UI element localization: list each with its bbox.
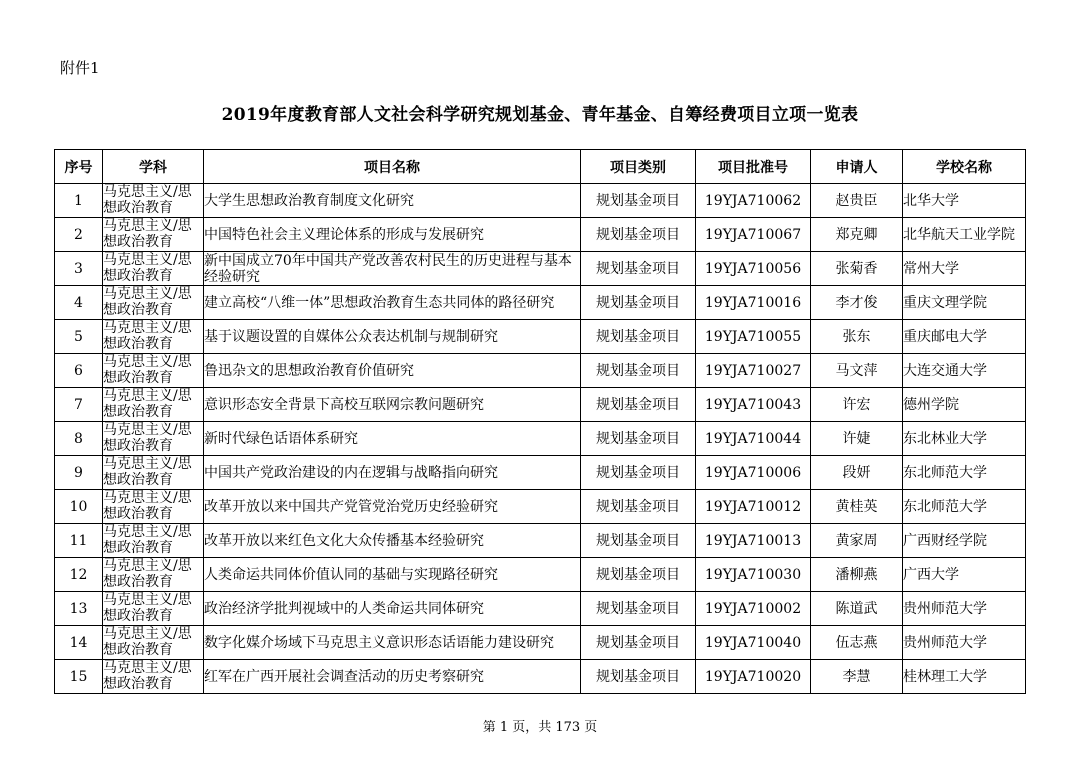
category-cell: 规划基金项目: [581, 660, 696, 694]
approval-number-cell: 19YJA710056: [696, 252, 811, 286]
approval-number-cell: 19YJA710044: [696, 422, 811, 456]
category-cell: 规划基金项目: [581, 524, 696, 558]
applicant-cell: 伍志燕: [811, 626, 903, 660]
project-name-cell: 大学生思想政治教育制度文化研究: [204, 184, 581, 218]
table-row: [55, 286, 1026, 320]
row-number: 8: [55, 422, 103, 456]
row-number: 3: [55, 252, 103, 286]
approval-number-cell: 19YJA710013: [696, 524, 811, 558]
table-row: [55, 320, 1026, 354]
table-row: [55, 354, 1026, 388]
table-row: [55, 592, 1026, 626]
row-number: 9: [55, 456, 103, 490]
row-number: 6: [55, 354, 103, 388]
approval-number-cell: 19YJA710040: [696, 626, 811, 660]
table-row: [55, 388, 1026, 422]
table-row: [55, 184, 1026, 218]
subject-cell: 马克思主义/思想政治教育: [103, 286, 204, 320]
approval-number-cell: 19YJA710016: [696, 286, 811, 320]
table-row: [55, 252, 1026, 286]
applicant-cell: 黄桂英: [811, 490, 903, 524]
category-cell: 规划基金项目: [581, 456, 696, 490]
applicant-cell: 李才俊: [811, 286, 903, 320]
header-project-name: 项目名称: [204, 150, 581, 184]
school-cell: 北华大学: [903, 184, 1026, 218]
page-footer: 第 1 页，共 173 页: [482, 720, 598, 735]
subject-cell: 马克思主义/思想政治教育: [103, 490, 204, 524]
project-name-cell: 中国共产党政治建设的内在逻辑与战略指向研究: [204, 456, 581, 490]
approval-number-cell: 19YJA710012: [696, 490, 811, 524]
applicant-cell: 赵贵臣: [811, 184, 903, 218]
row-number: 5: [55, 320, 103, 354]
category-cell: 规划基金项目: [581, 286, 696, 320]
header-applicant: 申请人: [811, 150, 903, 184]
table-row: [55, 456, 1026, 490]
category-cell: 规划基金项目: [581, 490, 696, 524]
table-row: [55, 524, 1026, 558]
project-name-cell: 改革开放以来红色文化大众传播基本经验研究: [204, 524, 581, 558]
applicant-cell: 马文萍: [811, 354, 903, 388]
table-row: [55, 490, 1026, 524]
category-cell: 规划基金项目: [581, 320, 696, 354]
row-number: 14: [55, 626, 103, 660]
row-number: 1: [55, 184, 103, 218]
applicant-cell: 许婕: [811, 422, 903, 456]
project-name-cell: 基于议题设置的自媒体公众表达机制与规制研究: [204, 320, 581, 354]
applicant-cell: 李慧: [811, 660, 903, 694]
subject-cell: 马克思主义/思想政治教育: [103, 218, 204, 252]
project-name-cell: 中国特色社会主义理论体系的形成与发展研究: [204, 218, 581, 252]
applicant-cell: 郑克卿: [811, 218, 903, 252]
school-cell: 广西大学: [903, 558, 1026, 592]
school-cell: 大连交通大学: [903, 354, 1026, 388]
approval-number-cell: 19YJA710062: [696, 184, 811, 218]
school-cell: 东北师范大学: [903, 456, 1026, 490]
school-cell: 重庆文理学院: [903, 286, 1026, 320]
row-number: 12: [55, 558, 103, 592]
subject-cell: 马克思主义/思想政治教育: [103, 524, 204, 558]
approval-number-cell: 19YJA710006: [696, 456, 811, 490]
header-school: 学校名称: [903, 150, 1026, 184]
header-category: 项目类别: [581, 150, 696, 184]
school-cell: 东北师范大学: [903, 490, 1026, 524]
category-cell: 规划基金项目: [581, 422, 696, 456]
subject-cell: 马克思主义/思想政治教育: [103, 456, 204, 490]
category-cell: 规划基金项目: [581, 184, 696, 218]
category-cell: 规划基金项目: [581, 388, 696, 422]
category-cell: 规划基金项目: [581, 354, 696, 388]
applicant-cell: 张东: [811, 320, 903, 354]
row-number: 4: [55, 286, 103, 320]
applicant-cell: 黄家周: [811, 524, 903, 558]
table-header-row: [55, 150, 1026, 184]
subject-cell: 马克思主义/思想政治教育: [103, 592, 204, 626]
project-name-cell: 建立高校“八维一体”思想政治教育生态共同体的路径研究: [204, 286, 581, 320]
row-number: 13: [55, 592, 103, 626]
applicant-cell: 陈道武: [811, 592, 903, 626]
category-cell: 规划基金项目: [581, 252, 696, 286]
school-cell: 贵州师范大学: [903, 626, 1026, 660]
subject-cell: 马克思主义/思想政治教育: [103, 660, 204, 694]
project-name-cell: 政治经济学批判视域中的人类命运共同体研究: [204, 592, 581, 626]
category-cell: 规划基金项目: [581, 558, 696, 592]
project-name-cell: 改革开放以来中国共产党管党治党历史经验研究: [204, 490, 581, 524]
school-cell: 德州学院: [903, 388, 1026, 422]
school-cell: 贵州师范大学: [903, 592, 1026, 626]
category-cell: 规划基金项目: [581, 592, 696, 626]
row-number: 15: [55, 660, 103, 694]
category-cell: 规划基金项目: [581, 218, 696, 252]
category-cell: 规划基金项目: [581, 626, 696, 660]
project-name-cell: 新中国成立70年中国共产党改善农村民生的历史进程与基本经验研究: [204, 252, 581, 286]
table-row: [55, 218, 1026, 252]
applicant-cell: 许宏: [811, 388, 903, 422]
approval-number-cell: 19YJA710020: [696, 660, 811, 694]
project-name-cell: 人类命运共同体价值认同的基础与实现路径研究: [204, 558, 581, 592]
table-row: [55, 422, 1026, 456]
project-name-cell: 新时代绿色话语体系研究: [204, 422, 581, 456]
approval-number-cell: 19YJA710027: [696, 354, 811, 388]
row-number: 2: [55, 218, 103, 252]
subject-cell: 马克思主义/思想政治教育: [103, 354, 204, 388]
approval-number-cell: 19YJA710067: [696, 218, 811, 252]
subject-cell: 马克思主义/思想政治教育: [103, 320, 204, 354]
project-name-cell: 鲁迅杂文的思想政治教育价值研究: [204, 354, 581, 388]
subject-cell: 马克思主义/思想政治教育: [103, 184, 204, 218]
subject-cell: 马克思主义/思想政治教育: [103, 252, 204, 286]
applicant-cell: 潘柳燕: [811, 558, 903, 592]
table-row: [55, 558, 1026, 592]
subject-cell: 马克思主义/思想政治教育: [103, 626, 204, 660]
school-cell: 常州大学: [903, 252, 1026, 286]
school-cell: 桂林理工大学: [903, 660, 1026, 694]
row-number: 11: [55, 524, 103, 558]
approval-number-cell: 19YJA710030: [696, 558, 811, 592]
project-name-cell: 红军在广西开展社会调查活动的历史考察研究: [204, 660, 581, 694]
header-no: 序号: [55, 150, 103, 184]
subject-cell: 马克思主义/思想政治教育: [103, 422, 204, 456]
table-row: [55, 660, 1026, 694]
school-cell: 重庆邮电大学: [903, 320, 1026, 354]
project-table: [54, 149, 1026, 694]
row-number: 7: [55, 388, 103, 422]
project-name-cell: 数字化媒介场域下马克思主义意识形态话语能力建设研究: [204, 626, 581, 660]
approval-number-cell: 19YJA710055: [696, 320, 811, 354]
document-title: 2019年度教育部人文社会科学研究规划基金、青年基金、自筹经费项目立项一览表: [221, 105, 859, 125]
applicant-cell: 张菊香: [811, 252, 903, 286]
row-number: 10: [55, 490, 103, 524]
subject-cell: 马克思主义/思想政治教育: [103, 558, 204, 592]
subject-cell: 马克思主义/思想政治教育: [103, 388, 204, 422]
school-cell: 东北林业大学: [903, 422, 1026, 456]
applicant-cell: 段妍: [811, 456, 903, 490]
project-name-cell: 意识形态安全背景下高校互联网宗教问题研究: [204, 388, 581, 422]
attachment-label: 附件1: [60, 59, 100, 77]
approval-number-cell: 19YJA710043: [696, 388, 811, 422]
header-approval-number: 项目批准号: [696, 150, 811, 184]
table-row: [55, 626, 1026, 660]
header-subject: 学科: [103, 150, 204, 184]
school-cell: 北华航天工业学院: [903, 218, 1026, 252]
school-cell: 广西财经学院: [903, 524, 1026, 558]
approval-number-cell: 19YJA710002: [696, 592, 811, 626]
